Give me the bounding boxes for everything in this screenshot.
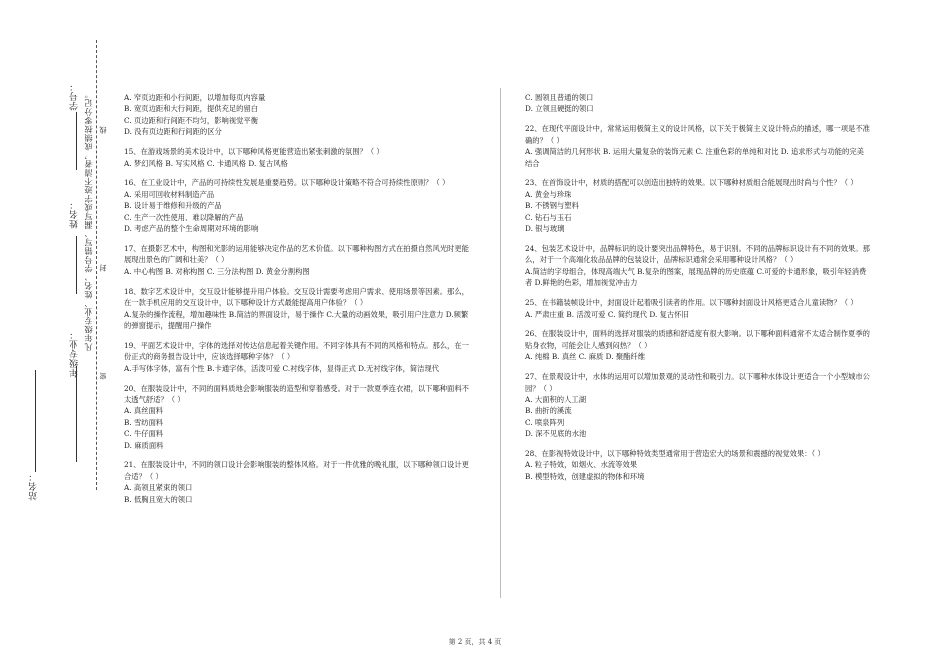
seal-char-mi: 密 — [99, 372, 107, 380]
question-text: 17、在摄影艺术中，构图和光影的运用能够决定作品的艺术价值。以下哪种构图方式在拍摄自然风光时更能展现出景色的广阔和壮美？（ ） — [124, 243, 469, 265]
question-28 — [525, 448, 870, 482]
question-20 — [124, 383, 469, 451]
option: D. 麻质面料 — [124, 440, 164, 450]
question-18 — [124, 286, 469, 332]
question-text: 27、在景观设计中，水体的运用可以增加景观的灵动性和吸引力。以下哪种水体设计更适合一个小型城市公园？（ ） — [525, 372, 870, 393]
question-text: 15、在游戏场景的美术设计中，以下哪种风格更能营造出紧张刺激的氛围？（ ） — [124, 147, 384, 157]
option: A. 大面积的人工湖 — [525, 394, 586, 404]
option: C. 圆领且普通的领口 — [525, 93, 594, 102]
option: A. 采用可回收材料制造产品 — [124, 189, 215, 199]
option: B. 不锈钢与塑料 — [525, 201, 579, 211]
question-options: A.简洁的字母组合，体现高端大气 B.复杂的图案，展现品牌的历史底蕴 C.可爱的卡通形象，吸引年轻消费者 D.鲜艳的色彩，增加视觉冲击力 — [525, 266, 867, 288]
student-id-label: 学号： — [70, 82, 80, 111]
option: C. 生产一次性使用、难以降解的产品 — [124, 212, 244, 222]
option: C. 页边距和行间距不均匀，影响视觉平衡 — [124, 115, 259, 125]
question-options: A. 梦幻风格 B. 写实风格 C. 卡通风格 D. 复古风格 — [124, 158, 288, 168]
question-text: 23、在首饰设计中，材质的搭配可以创造出独特的效果。以下哪种材质组合能展现出时尚与个性？（ ） — [525, 178, 858, 188]
question-26 — [525, 328, 870, 362]
question-25 — [525, 297, 870, 320]
option: B. 宽页边距和大行间距，提供充足的留白 — [124, 104, 259, 114]
option: D. 考虑产品的整个生命周期对环境的影响 — [124, 224, 259, 234]
option: D. 深不见底的水池 — [525, 429, 587, 439]
option: D. 银与玻璃 — [525, 224, 565, 234]
question-21 — [124, 459, 469, 505]
question-text: 24、包装艺术设计中，品牌标识的设计要突出品牌特色，易于识别。不同的品牌标识设计有不同的效果。那么，对于一个高端化妆品品牌的包装设计，品牌标识通常会采用哪种设计风格？（ ） — [525, 243, 870, 265]
question-23 — [525, 177, 870, 234]
name-line — [76, 236, 77, 294]
question-text: 18、数字艺术设计中，交互设计能够提升用户体验。交互设计需要考虑用户需求、使用场景等因素。那么，在一款手机应用的交互设计中，以下哪种设计方式最能提高用户体验？（ ） — [124, 286, 469, 308]
option: A. 高领且紧束的领口 — [124, 483, 193, 493]
grade-major-line — [76, 366, 77, 462]
question-19 — [124, 340, 469, 374]
option: A. 窄页边距和小行间距，以增加每页内容量 — [124, 93, 266, 102]
left-column — [124, 92, 469, 514]
grade-major-label: 年级专业： — [70, 330, 80, 378]
option: B. 雪纺面料 — [124, 417, 164, 427]
option: B. 低胸且宽大的领口 — [124, 494, 193, 504]
question-text: 20、在服装设计中，不同的面料质地会影响服装的造型和穿着感受。对于一款夏季连衣裙，以下哪种面料不太透气舒适？（ ） — [124, 383, 469, 404]
question-16 — [124, 177, 469, 234]
option: D. 立领且硬挺的领口 — [525, 104, 594, 114]
seal-char-xian: 线 — [99, 126, 107, 134]
question-24 — [525, 243, 870, 289]
question-text: 22、在现代平面设计中，常常运用极简主义的设计风格，以下关于极简主义设计特点的描述，哪一项是不准确的？（ ） — [525, 124, 870, 145]
question-text: 21、在服装设计中，不同的领口设计会影响服装的整体风格。对于一件优雅的晚礼服，以下哪种领口设计更合适？（ ） — [124, 460, 469, 481]
question-text: 28、在影视特效设计中，以下哪种特效类型通常用于营造宏大的场景和震撼的视觉效果：（ ） — [525, 449, 825, 459]
question-14-options — [124, 92, 469, 138]
question-text: 19、平面艺术设计中，字体的选择对传达信息起着关键作用。不同字体具有不同的风格和特点。那么，在一份正式的商务报告设计中，应该选择哪种字体？（ ） — [124, 340, 469, 362]
question-text: 25、在书籍装帧设计中，封面设计起着吸引读者的作用。以下哪种封面设计风格更适合儿童读物？（ ） — [525, 298, 858, 308]
name-label: 姓名： — [70, 200, 80, 229]
option: C. 钻石与玉石 — [525, 212, 572, 222]
question-21-options-continued — [525, 92, 870, 115]
question-options: A.手写体字体，富有个性 B.卡通字体，活泼可爱 C.衬线字体，显得正式 D.无衬线字体，简洁现代 — [124, 363, 440, 373]
option: A. 黄金与珍珠 — [525, 189, 572, 199]
option: B. 设计易于维修和升级的产品 — [124, 201, 222, 211]
seal-char-feng: 封 — [99, 264, 107, 272]
option: B. 模型特效，创建虚拟的物体和环境 — [525, 471, 645, 481]
question-options: A. 中心构图 B. 对称构图 C. 三分法构图 D. 黄金分割构图 — [124, 266, 310, 276]
binding-dashed-line — [96, 40, 97, 490]
question-options: A. 纯棉 B. 真丝 C. 麻质 D. 聚酯纤维 — [525, 352, 646, 362]
binding-notice: 凡年级专业、姓名、学号错写、漏写或字迹不清者，成绩按零分记。 — [83, 90, 93, 351]
question-text: 16、在工业设计中，产品的可持续性发展是重要趋势。以下哪种设计策略不符合可持续性原则？（ ） — [124, 178, 450, 188]
option: A. 粒子特效，如烟火、水流等效果 — [525, 460, 638, 470]
question-options: A. 严肃庄重 B. 活泼可爱 C. 简约现代 D. 复古怀旧 — [525, 309, 689, 319]
option: C. 喷泉阵列 — [525, 417, 565, 427]
question-text: 26、在服装设计中，面料的选择对服装的质感和舒适度有很大影响。以下哪种面料通常不太适合制作夏季的贴身衣物，可能会让人感到闷热？（ ） — [525, 329, 870, 350]
question-options: A. 强调简洁的几何形状 B. 运用大量复杂的装饰元素 C. 注重色彩的单纯和对比 D. 追求形式与功能的完美结合 — [525, 147, 864, 168]
option: C. 牛仔面料 — [124, 429, 164, 439]
question-22 — [525, 123, 870, 169]
question-15 — [124, 146, 469, 169]
student-id-line — [76, 112, 77, 170]
seat-label: 站名： — [29, 472, 39, 501]
question-options: A.复杂的操作流程，增加趣味性 B.简洁的界面设计，易于操作 C.大量的动画效果，吸引用户注意力 D.频繁的弹窗提示，提醒用户操作 — [124, 309, 469, 330]
binding-margin — [0, 0, 115, 672]
option: D. 没有页边距和行间距的区分 — [124, 127, 222, 137]
question-17 — [124, 243, 469, 277]
right-column — [525, 92, 870, 491]
page-number: 第 2 页，共 4 页 — [448, 638, 502, 646]
option: B. 曲折的溪流 — [525, 406, 572, 416]
option: A. 真丝面料 — [124, 406, 164, 416]
column-divider — [500, 88, 501, 598]
seat-line — [35, 370, 36, 472]
question-27 — [525, 371, 870, 439]
